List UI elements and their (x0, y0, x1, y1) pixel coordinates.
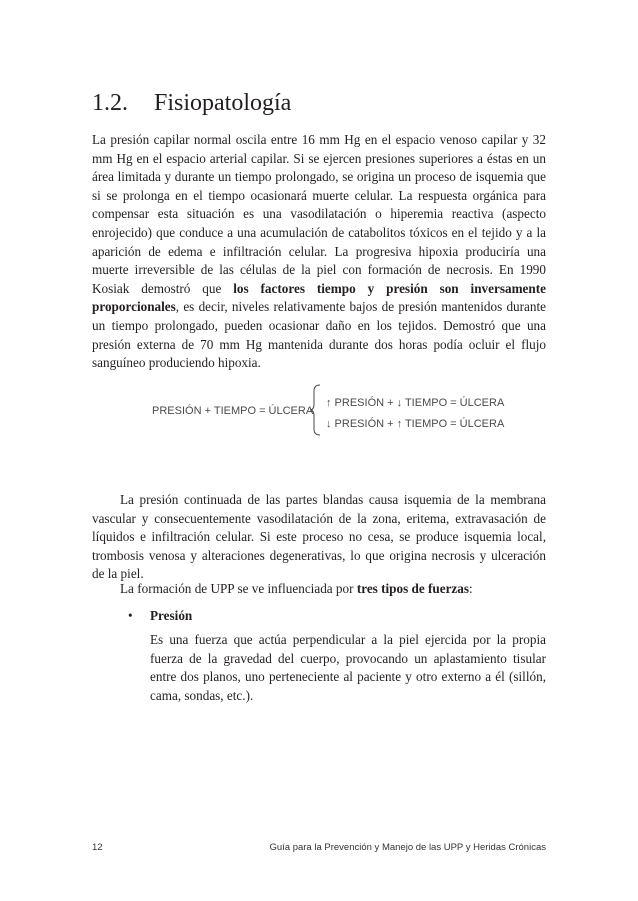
section-title-text: Fisiopatología (154, 90, 292, 116)
pressure-time-diagram (0, 380, 638, 440)
curly-brace-icon (310, 384, 322, 436)
paragraph-forces-text-1: La formación de UPP se ve influenciada por (120, 581, 357, 596)
bullet-marker: • (128, 608, 133, 623)
paragraph-intro-text-2: , es decir, niveles relativamente bajos de presión mantenidos durante un tiempo prolongado, pueden ocasionar daño en los tejidos. Demostró que una presión externa de 70 mm Hg mantenida durante dos horas podía ocluir el flujo sanguíneo produciendo hipoxia. (92, 299, 546, 371)
bullet-description: Es una fuerza que actúa perpendicular a la piel ejercida por la propia fuerza de la gravedad del cuerpo, provocando un aplastamiento tisular entre dos planos, uno perteneciente al paciente y otro externo a él (sillón, cama, sondas, etc.). (150, 632, 546, 703)
paragraph-ischemia: La presión continuada de las partes blandas causa isquemia de la membrana vascular y consecuentemente vasodilatación de la zona, eritema, extravasación de líquidos e infiltración celular. Si este proceso no cesa, se produce isquemia local, trombosis venosa y alteraciones degenerativas, lo que origina necrosis y ulceración de la piel. (92, 492, 546, 582)
section-number: 1.2. (92, 90, 128, 116)
paragraph-forces-bold: tres tipos de fuerzas (356, 581, 470, 596)
paragraph-intro-text-1: La presión capilar normal oscila entre 16 mm Hg en el espacio venoso capilar y 32 mm Hg en el espacio arterial capilar. Si se ejercen presiones superiores a éstas en un área limitada y durante un tiempo prolongado, se origina un proceso de isquemia que si se prolonga en el tiempo ocasionará muerte celular. La respuesta orgánica para compensar esta situación es una vasodilatación o hiperemia reactiva (aspecto enrojecido) que conduce a una acumulación de catabolitos tóxicos en el tejido y a la aparición de edema e infiltración celular. La progresiva hipoxia produciría una muerte irreversible de las células de la piel con formación de necrosis. En 1990 Kosiak demostró que (92, 132, 546, 296)
section-heading (92, 88, 291, 118)
paragraph-intro (92, 131, 546, 373)
page-footer (92, 842, 546, 856)
diagram-right-equation-1: ↑ PRESIÓN + ↓ TIEMPO = ÚLCERA (326, 397, 505, 409)
page-number: 12 (92, 842, 103, 853)
paragraph-intro-bold: los factores tiempo y presión son inversamente proporcionales (92, 280, 546, 315)
paragraph-forces (92, 580, 546, 599)
footer-title: Guía para la Prevención y Manejo de las UPP y Heridas Crónicas (269, 842, 546, 853)
diagram-right-equation-2: ↓ PRESIÓN + ↑ TIEMPO = ÚLCERA (326, 418, 505, 430)
paragraph-forces-text-2: : (469, 581, 473, 596)
bullet-title: Presión (150, 608, 193, 623)
diagram-left-equation: PRESIÓN + TIEMPO = ÚLCERA (152, 405, 314, 417)
bullet-item-pressure (128, 607, 192, 626)
